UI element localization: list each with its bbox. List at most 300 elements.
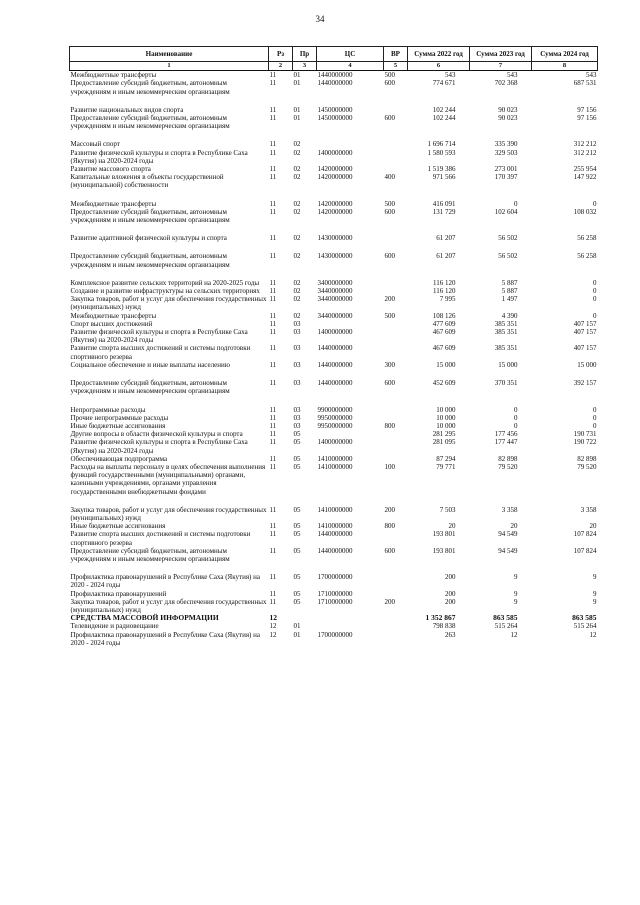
- cell-pr: 03: [293, 319, 301, 328]
- cell-sum-2022: 281 095: [432, 438, 456, 447]
- cell-rz: 12: [269, 622, 277, 631]
- cell-sum-2023: 56 502: [498, 234, 518, 243]
- cell-rz: 11: [269, 360, 277, 369]
- cell-sum-2022: 477 609: [432, 319, 456, 328]
- cell-cs: 1440000000: [317, 546, 353, 555]
- table-row: [70, 200, 598, 208]
- table-row: [70, 573, 598, 589]
- cell-cs: [317, 430, 384, 438]
- table-row: [70, 312, 598, 320]
- cell-sum-2024: 0: [593, 405, 597, 414]
- cell-sum-2023: 273 001: [494, 165, 518, 174]
- cell-rz: 11: [269, 413, 277, 422]
- cell-name: Развитие спорта высших достижений и системы подготовки спортивного резерва: [70, 530, 251, 547]
- cell-sum-2023: 0: [514, 413, 518, 422]
- cell-sum-2022: 200: [445, 597, 456, 606]
- table-row: [70, 430, 598, 438]
- table-row: [70, 79, 598, 95]
- table-row: [70, 414, 598, 422]
- cell-rz: 11: [269, 546, 277, 555]
- cell-vr: [384, 530, 408, 546]
- col-number: 3: [293, 62, 317, 71]
- cell-pr: 02: [293, 207, 301, 216]
- table-row: [70, 598, 598, 614]
- table-row: [70, 455, 598, 463]
- cell-rz: 11: [269, 105, 277, 114]
- cell-cs: 1710000000: [317, 597, 353, 606]
- cell-sum-2022: 416 091: [432, 199, 456, 208]
- cell-pr: 03: [293, 328, 301, 337]
- table-row: [70, 106, 598, 114]
- cell-rz: 11: [269, 319, 277, 328]
- cell-name: Закупка товаров, работ и услуг для обеспечения государственных (муниципальных) нужд: [70, 295, 267, 312]
- cell-name: Профилактика правонарушений: [70, 589, 167, 598]
- cell-cs: [317, 140, 384, 148]
- cell-rz: 11: [269, 295, 277, 304]
- cell-vr: [384, 631, 408, 647]
- spacer-row: [70, 396, 598, 406]
- cell-pr: 05: [293, 546, 301, 555]
- cell-sum-2024: 97 156: [577, 105, 597, 114]
- col-header-rz: Рз: [269, 47, 293, 62]
- cell-pr: 02: [293, 140, 301, 149]
- table-row: [70, 361, 598, 369]
- cell-vr: [384, 590, 408, 598]
- cell-rz: 11: [269, 421, 277, 430]
- header-row: [70, 47, 598, 62]
- col-header-pr: Пр: [293, 47, 317, 62]
- cell-name: Развитие физической культуры и спорта в Республике Саха (Якутия) на 2020-2024 годы: [70, 328, 248, 345]
- cell-cs: 1410000000: [317, 505, 353, 514]
- cell-vr: [384, 279, 408, 287]
- cell-rz: 11: [269, 430, 277, 439]
- cell-pr: 05: [293, 589, 301, 598]
- cell-cs: 1440000000: [317, 344, 353, 353]
- cell-cs: 1410000000: [317, 522, 353, 531]
- cell-sum-2023: 4 390: [501, 311, 518, 320]
- cell-sum-2023: 0: [514, 405, 518, 414]
- cell-sum-2022: 467 609: [432, 344, 456, 353]
- cell-name: Развитие физической культуры и спорта в Республике Саха (Якутия) на 2020-2024 годы: [70, 438, 248, 455]
- cell-vr: [384, 438, 408, 454]
- cell-sum-2022: 10 000: [436, 421, 456, 430]
- spacer-row: [70, 130, 598, 140]
- cell-vr: [384, 106, 408, 114]
- cell-vr: [384, 328, 408, 344]
- cell-rz: 11: [269, 165, 277, 174]
- cell-cs: 1440000000: [317, 530, 353, 539]
- cell-name: Предоставление субсидий бюджетным, автономным учреждениям и иным некоммерческим организациям: [70, 114, 230, 131]
- cell-sum-2022: 10 000: [436, 405, 456, 414]
- cell-pr: 03: [293, 405, 301, 414]
- col-number: 1: [70, 62, 269, 71]
- cell-sum-2023: 94 549: [498, 530, 518, 539]
- cell-sum-2022: 774 671: [432, 79, 456, 88]
- cell-vr: 500: [384, 311, 395, 320]
- cell-vr: 600: [384, 79, 395, 88]
- col-header-vr: ВР: [384, 47, 408, 62]
- cell-vr: [384, 140, 408, 148]
- cell-vr: 200: [384, 505, 395, 514]
- cell-sum-2023: 385 351: [494, 319, 518, 328]
- cell-sum-2022: 1 580 593: [427, 148, 456, 157]
- cell-cs: 1420000000: [317, 199, 353, 208]
- cell-vr: [384, 287, 408, 295]
- cell-cs: 3440000000: [317, 311, 353, 320]
- cell-vr: [384, 455, 408, 463]
- cell-sum-2023: 177 447: [494, 438, 518, 447]
- cell-name: Межбюджетные трансферты: [70, 311, 157, 320]
- table-body: [70, 71, 598, 647]
- cell-sum-2022: 263: [445, 630, 456, 639]
- cell-name: Закупка товаров, работ и услуг для обеспечения государственных (муниципальных) нужд: [70, 597, 267, 614]
- cell-sum-2022: 200: [445, 573, 456, 582]
- cell-rz: 12: [269, 613, 277, 623]
- table-row: [70, 114, 598, 130]
- col-number: 4: [317, 62, 384, 71]
- spacer-cell: [70, 224, 598, 234]
- cell-sum-2022: 7 995: [439, 295, 456, 304]
- cell-sum-2022: 108 126: [432, 311, 456, 320]
- cell-name: Профилактика правонарушений в Республике Саха (Якутия) на 2020 - 2024 годы: [70, 630, 260, 647]
- cell-sum-2023: 329 503: [494, 148, 518, 157]
- cell-sum-2023: 863 585: [493, 613, 518, 623]
- cell-rz: 11: [269, 522, 277, 531]
- cell-sum-2022: 116 120: [433, 278, 456, 287]
- cell-rz: 12: [269, 630, 277, 639]
- cell-sum-2023: 15 000: [498, 360, 518, 369]
- cell-sum-2024: 0: [593, 311, 597, 320]
- cell-name: Развитие массового спорта: [70, 165, 151, 174]
- table-row: [70, 320, 598, 328]
- cell-cs: 1400000000: [317, 148, 353, 157]
- table-row: [70, 295, 598, 311]
- cell-pr: 02: [293, 252, 301, 261]
- cell-sum-2024: 56 258: [577, 252, 597, 261]
- table-row: [70, 379, 598, 395]
- cell-sum-2023: 3 358: [501, 505, 518, 514]
- cell-cs: 3440000000: [317, 287, 353, 296]
- cell-sum-2024: 108 032: [573, 207, 597, 216]
- cell-sum-2024: 9: [593, 589, 597, 598]
- cell-sum-2024: 392 157: [573, 379, 597, 388]
- table-row: [70, 149, 598, 165]
- cell-sum-2024: 9: [593, 573, 597, 582]
- budget-table: [69, 46, 598, 647]
- cell-sum-2024: 3 358: [580, 505, 597, 514]
- col-header-2022: Сумма 2022 год: [408, 47, 470, 62]
- spacer-cell: [70, 396, 598, 406]
- cell-rz: 11: [269, 287, 277, 296]
- table-row: [70, 530, 598, 546]
- spacer-row: [70, 563, 598, 573]
- table-row: [70, 422, 598, 430]
- cell-sum-2024: 0: [593, 295, 597, 304]
- cell-cs: [317, 320, 384, 328]
- cell-sum-2022: 798 838: [432, 622, 456, 631]
- table-row: [70, 406, 598, 414]
- cell-sum-2024: 9: [593, 597, 597, 606]
- cell-sum-2024: 0: [593, 287, 597, 296]
- cell-pr: 03: [293, 421, 301, 430]
- cell-cs: 1440000000: [317, 360, 353, 369]
- cell-sum-2024: 863 585: [572, 613, 597, 623]
- cell-sum-2023: 385 351: [494, 328, 518, 337]
- cell-sum-2024: 0: [593, 421, 597, 430]
- spacer-cell: [70, 496, 598, 506]
- cell-name: Предоставление субсидий бюджетным, автономным учреждениям и иным некоммерческим организациям: [70, 546, 230, 563]
- cell-vr: [384, 165, 408, 173]
- spacer-cell: [70, 369, 598, 379]
- cell-vr: [384, 234, 408, 242]
- cell-sum-2023: 12: [510, 630, 518, 639]
- cell-sum-2022: 15 000: [436, 360, 456, 369]
- cell-sum-2024: 107 824: [573, 546, 597, 555]
- cell-rz: 11: [269, 148, 277, 157]
- spacer-cell: [70, 190, 598, 200]
- cell-name: Другие вопросы в области физической культуры и спорта: [70, 430, 243, 439]
- cell-sum-2022: 20: [448, 522, 456, 531]
- cell-sum-2024: 12: [589, 630, 597, 639]
- col-number: 8: [532, 62, 598, 71]
- spacer-cell: [70, 130, 598, 140]
- cell-name: СРЕДСТВА МАССОВОЙ ИНФОРМАЦИИ: [70, 613, 219, 623]
- cell-sum-2023: 20: [510, 522, 518, 531]
- cell-name: Прочие непрограммные расходы: [70, 413, 169, 422]
- cell-rz: 11: [269, 328, 277, 337]
- table-row: [70, 590, 598, 598]
- col-header-2023: Сумма 2023 год: [470, 47, 532, 62]
- cell-sum-2024: 312 212: [573, 148, 597, 157]
- cell-name: Комплексное развитие сельских территорий на 2020-2025 годы: [70, 278, 260, 287]
- cell-sum-2022: 116 120: [433, 287, 456, 296]
- cell-sum-2023: 90 023: [498, 105, 518, 114]
- cell-pr: 02: [293, 199, 301, 208]
- cell-cs: 1700000000: [317, 573, 353, 582]
- cell-sum-2023: 5 887: [501, 287, 518, 296]
- cell-rz: 11: [269, 462, 277, 471]
- cell-vr: [384, 622, 408, 630]
- cell-cs: 1400000000: [317, 438, 353, 447]
- col-number: 5: [384, 62, 408, 71]
- cell-sum-2023: 9: [514, 589, 518, 598]
- table-row: [70, 208, 598, 224]
- cell-pr: [293, 614, 317, 622]
- col-header-name: Наименование: [70, 47, 269, 62]
- cell-sum-2022: 1 352 867: [425, 613, 456, 623]
- cell-sum-2022: 1 519 386: [427, 165, 456, 174]
- cell-rz: 11: [269, 454, 277, 463]
- cell-cs: 3440000000: [317, 295, 353, 304]
- cell-pr: 02: [293, 165, 301, 174]
- cell-name: Обеспечивающая подпрограмма: [70, 454, 168, 463]
- cell-rz: 11: [269, 405, 277, 414]
- table-row: [70, 173, 598, 189]
- cell-sum-2023: 170 397: [494, 173, 518, 182]
- cell-sum-2023: 56 502: [498, 252, 518, 261]
- cell-sum-2022: 79 771: [436, 462, 456, 471]
- table-row: [70, 279, 598, 287]
- table-row: [70, 614, 598, 622]
- cell-pr: 02: [293, 148, 301, 157]
- cell-name: Иные бюджетные ассигнования: [70, 421, 166, 430]
- cell-name: Межбюджетные трансферты: [70, 71, 157, 80]
- table-row: [70, 463, 598, 496]
- cell-sum-2022: 61 207: [436, 252, 456, 261]
- cell-pr: 02: [293, 173, 301, 182]
- cell-sum-2024: 20: [589, 522, 597, 531]
- cell-sum-2022: 452 609: [432, 379, 456, 388]
- cell-rz: 11: [269, 589, 277, 598]
- cell-sum-2024: 82 898: [577, 454, 597, 463]
- cell-sum-2022: 102 244: [432, 114, 456, 123]
- cell-sum-2022: 87 294: [436, 454, 456, 463]
- cell-sum-2024: 56 258: [577, 234, 597, 243]
- spacer-row: [70, 269, 598, 279]
- cell-sum-2023: 177 456: [494, 430, 518, 439]
- spacer-cell: [70, 96, 598, 106]
- cell-name: Спорт высших достижений: [70, 319, 153, 328]
- cell-sum-2023: 82 898: [498, 454, 518, 463]
- cell-rz: 11: [269, 252, 277, 261]
- cell-sum-2022: 10 000: [436, 413, 456, 422]
- cell-name: Развитие физической культуры и спорта в Республике Саха (Якутия) на 2020-2024 годы: [70, 148, 248, 165]
- cell-rz: 11: [269, 207, 277, 216]
- cell-pr: 05: [293, 505, 301, 514]
- cell-cs: 1420000000: [317, 207, 353, 216]
- cell-sum-2024: 107 824: [573, 530, 597, 539]
- cell-pr: 03: [293, 360, 301, 369]
- cell-rz: 11: [269, 438, 277, 447]
- cell-name: Предоставление субсидий бюджетным, автономным учреждениям и иным некоммерческим организациям: [70, 252, 230, 269]
- cell-sum-2024: 407 157: [573, 344, 597, 353]
- cell-sum-2022: 200: [445, 589, 456, 598]
- cell-sum-2023: 0: [514, 421, 518, 430]
- cell-pr: 02: [293, 278, 301, 287]
- cell-sum-2022: 281 295: [432, 430, 456, 439]
- cell-cs: 1430000000: [317, 252, 353, 261]
- table-row: [70, 344, 598, 360]
- cell-sum-2023: 102 604: [494, 207, 518, 216]
- table-row: [70, 547, 598, 563]
- cell-pr: 05: [293, 597, 301, 606]
- cell-vr: 500: [384, 199, 395, 208]
- cell-cs: 1430000000: [317, 234, 353, 243]
- cell-pr: 05: [293, 430, 301, 439]
- cell-vr: [384, 149, 408, 165]
- cell-rz: 11: [269, 379, 277, 388]
- cell-sum-2023: 5 887: [501, 278, 518, 287]
- cell-sum-2024: 190 731: [573, 430, 597, 439]
- cell-pr: 05: [293, 522, 301, 531]
- cell-pr: 05: [293, 573, 301, 582]
- cell-rz: 11: [269, 71, 277, 80]
- table-row: [70, 252, 598, 268]
- cell-cs: 1450000000: [317, 114, 353, 123]
- cell-sum-2023: 9: [514, 573, 518, 582]
- cell-pr: 01: [293, 79, 301, 88]
- cell-pr: 03: [293, 344, 301, 353]
- cell-rz: 11: [269, 344, 277, 353]
- cell-sum-2022: 543: [445, 71, 456, 80]
- cell-cs: 1440000000: [317, 379, 353, 388]
- cell-vr: 600: [384, 114, 395, 123]
- table-row: [70, 622, 598, 630]
- cell-sum-2022: 467 609: [432, 328, 456, 337]
- cell-sum-2024: 407 157: [573, 319, 597, 328]
- cell-name: Профилактика правонарушений в Республике Саха (Якутия) на 2020 - 2024 годы: [70, 573, 260, 590]
- cell-pr: 01: [293, 105, 301, 114]
- cell-sum-2023: 90 023: [498, 114, 518, 123]
- cell-sum-2024: 0: [593, 413, 597, 422]
- cell-name: Непрограммные расходы: [70, 405, 146, 414]
- cell-vr: [384, 414, 408, 422]
- cell-vr: 800: [384, 522, 395, 531]
- cell-name: Развитие адаптивной физической культуры и спорта: [70, 234, 227, 243]
- cell-name: Развитие национальных видов спорта: [70, 105, 184, 114]
- cell-cs: 1450000000: [317, 105, 353, 114]
- cell-sum-2022: 1 696 714: [427, 140, 456, 149]
- cell-pr: 03: [293, 379, 301, 388]
- cell-name: Закупка товаров, работ и услуг для обеспечения государственных (муниципальных) нужд: [70, 505, 267, 522]
- cell-vr: [384, 430, 408, 438]
- cell-sum-2022: 193 801: [432, 546, 456, 555]
- spacer-row: [70, 190, 598, 200]
- cell-pr: 01: [293, 71, 301, 80]
- cell-vr: 600: [384, 546, 395, 555]
- cell-vr: [384, 344, 408, 360]
- cell-vr: 600: [384, 207, 395, 216]
- table-row: [70, 506, 598, 522]
- cell-pr: 02: [293, 295, 301, 304]
- cell-pr: 05: [293, 530, 301, 539]
- cell-name: Иные бюджетные ассигнования: [70, 522, 166, 531]
- cell-cs: 9950000000: [317, 413, 353, 422]
- table-row: [70, 438, 598, 454]
- cell-sum-2024: 687 531: [573, 79, 597, 88]
- cell-cs: 1420000000: [317, 173, 353, 182]
- table-row: [70, 328, 598, 344]
- cell-cs: [317, 622, 384, 630]
- cell-rz: 11: [269, 199, 277, 208]
- spacer-cell: [70, 269, 598, 279]
- cell-sum-2022: 7 503: [439, 505, 456, 514]
- cell-rz: 11: [269, 79, 277, 88]
- cell-sum-2023: 9: [514, 597, 518, 606]
- cell-sum-2023: 385 351: [494, 344, 518, 353]
- cell-vr: 300: [384, 360, 395, 369]
- cell-name: Межбюджетные трансферты: [70, 199, 157, 208]
- cell-sum-2024: 543: [586, 71, 597, 80]
- cell-sum-2023: 335 390: [494, 140, 518, 149]
- cell-sum-2024: 515 264: [573, 622, 597, 631]
- table-row: [70, 140, 598, 148]
- cell-sum-2023: 94 549: [498, 546, 518, 555]
- cell-cs: 1440000000: [317, 71, 353, 80]
- cell-cs: 9900000000: [317, 405, 353, 414]
- cell-sum-2022: 193 801: [432, 530, 456, 539]
- cell-pr: 05: [293, 438, 301, 447]
- cell-sum-2024: 190 722: [573, 438, 597, 447]
- cell-rz: 11: [269, 597, 277, 606]
- cell-sum-2023: 702 368: [494, 79, 518, 88]
- cell-pr: 05: [293, 454, 301, 463]
- cell-sum-2023: 1 497: [501, 295, 518, 304]
- cell-cs: 1440000000: [317, 79, 353, 88]
- cell-name: Предоставление субсидий бюджетным, автономным учреждениям и иным некоммерческим организациям: [70, 207, 230, 225]
- cell-sum-2024: 312 212: [573, 140, 597, 149]
- cell-rz: 11: [269, 234, 277, 243]
